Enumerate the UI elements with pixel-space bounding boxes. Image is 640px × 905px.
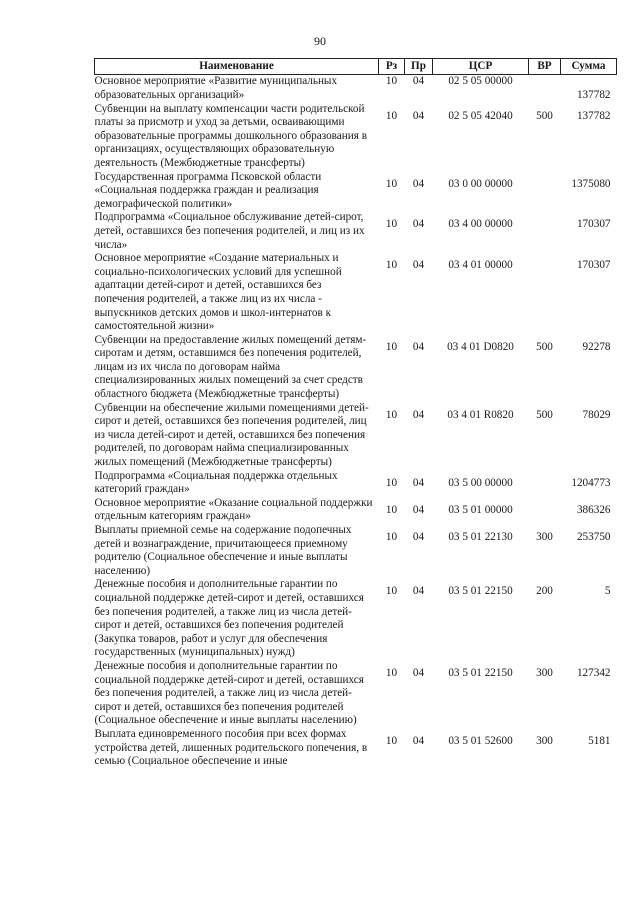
- row-name: Основное мероприятие «Развитие муниципальных образовательных организаций»: [94, 75, 338, 101]
- header-sum: Сумма: [561, 59, 617, 75]
- page-number: 90: [314, 34, 326, 48]
- table-row: [95, 524, 617, 578]
- header-name: Наименование: [95, 59, 379, 75]
- row-csr: 03 5 01 52600: [448, 734, 513, 747]
- row-rz: 10: [385, 531, 398, 543]
- row-pr: 04: [412, 75, 425, 87]
- table-header-row: [95, 59, 617, 75]
- row-rz: 10: [385, 666, 398, 679]
- table-row: [95, 211, 617, 252]
- row-pr: 04: [412, 177, 425, 190]
- row-vr: [529, 75, 561, 103]
- row-csr: 02 5 05 00000: [448, 75, 513, 87]
- row-name: Субвенции на предоставление жилых помещений детям-сиротам и детям, оставшимся без попечения родителей, лицам из их числа по договорам найма специализированных жилых помещений за счет средств областного бюджета (Межбюджетные трансферты): [94, 333, 367, 401]
- table-row: [95, 497, 617, 524]
- row-vr: 200: [536, 585, 553, 598]
- row-rz: 10: [385, 340, 398, 353]
- row-csr: 03 4 01 00000: [448, 259, 513, 272]
- row-rz: 10: [385, 177, 398, 190]
- row-vr: 500: [536, 340, 553, 353]
- row-sum: 5: [604, 585, 611, 598]
- header-vr: ВР: [529, 59, 561, 75]
- row-sum: 253750: [576, 531, 611, 543]
- row-rz: 10: [385, 218, 398, 231]
- row-rz: 10: [385, 408, 398, 421]
- row-pr: 04: [412, 476, 425, 489]
- row-sum: 170307: [576, 259, 611, 272]
- row-csr: 02 5 05 42040: [448, 109, 513, 122]
- row-sum: 137782: [576, 89, 611, 101]
- budget-table: [94, 58, 617, 775]
- table-row: [95, 252, 617, 334]
- row-vr: [529, 211, 561, 252]
- row-rz: 10: [385, 109, 398, 122]
- row-pr: 04: [412, 408, 425, 421]
- row-name: Государственная программа Псковской области «Социальная поддержка граждан и реализация демографической политики»: [94, 170, 322, 210]
- row-sum: 1375080: [571, 177, 611, 190]
- row-pr: 04: [412, 259, 425, 272]
- row-csr: 03 0 00 00000: [448, 177, 513, 190]
- table-row: [95, 334, 617, 402]
- row-vr: 500: [536, 109, 553, 122]
- table-row: [95, 402, 617, 470]
- row-rz: 10: [385, 734, 398, 747]
- row-pr: 04: [412, 734, 425, 747]
- row-sum: 127342: [576, 666, 611, 679]
- row-sum: 1204773: [571, 476, 611, 489]
- row-rz: 10: [385, 585, 398, 598]
- row-csr: 03 5 01 00000: [448, 503, 513, 516]
- row-csr: 03 5 01 22150: [448, 585, 513, 598]
- row-name: Денежные пособия и дополнительные гарантии по социальной поддержке детей-сирот и детей, оставшихся без попечения родителей, а также лиц из числа детей-сирот и детей, оставшихся без попечения родителей (Закупка товаров, работ и услуг для обеспечения государственных (муниципальных) нужд): [94, 578, 364, 659]
- row-name: Подпрограмма «Социальная поддержка отдельных категорий граждан»: [94, 469, 338, 496]
- table-row: [95, 578, 617, 660]
- row-csr: 03 4 01 D0820: [447, 340, 514, 353]
- row-name: Основное мероприятие «Оказание социальной поддержки отдельным категориям граждан»: [94, 496, 373, 523]
- row-sum: 386326: [576, 503, 611, 516]
- row-pr: 04: [412, 585, 425, 598]
- row-vr: [529, 470, 561, 497]
- header-csr: ЦСР: [433, 59, 529, 75]
- row-name: Подпрограмма «Социальное обслуживание детей-сирот, детей, оставшихся без попечения родителей, и лиц из их числа»: [94, 211, 365, 251]
- row-rz: 10: [385, 75, 398, 87]
- row-name: Выплаты приемной семье на содержание подопечных детей и вознаграждение, причитающееся приемному родителю (Социальное обеспечение и иные выплаты населению): [94, 524, 352, 577]
- row-csr: 03 4 01 R0820: [447, 408, 514, 421]
- row-pr: 04: [412, 218, 425, 231]
- row-vr: 300: [536, 666, 553, 679]
- row-vr: [529, 497, 561, 524]
- row-pr: 04: [412, 531, 425, 543]
- row-name: Субвенции на обеспечение жилыми помещениями детей-сирот и детей, оставшихся без попечения родителей, лиц из числа детей-сирот и детей, оставшихся без попечения родителей, по договорам найма специализированных жилых помещений (Межбюджетные трансферты): [94, 401, 369, 469]
- row-name: Выплата единовременного пособия при всех формах устройства детей, лишенных родительского попечения, в семью (Социальное обеспечение и иные: [94, 727, 368, 768]
- row-vr: 300: [536, 531, 553, 543]
- row-vr: 300: [536, 734, 553, 747]
- table-row: [95, 660, 617, 728]
- row-pr: 04: [412, 503, 425, 516]
- row-sum: 5181: [588, 734, 611, 747]
- row-vr: [529, 171, 561, 212]
- table-row: [95, 103, 617, 171]
- row-sum: 170307: [576, 218, 611, 231]
- row-name: Субвенции на выплату компенсации части родительской платы за присмотр и уход за детьми, осваивающими образовательные программы дошкольного образования в организациях, осуществляющих образовательную деятельность (Межбюджетные трансферты): [94, 102, 367, 169]
- header-rz: Рз: [379, 59, 405, 75]
- row-rz: 10: [385, 476, 398, 489]
- row-sum: 78029: [582, 408, 611, 421]
- table-row: [95, 75, 617, 103]
- row-rz: 10: [385, 503, 398, 516]
- table-row: [95, 728, 617, 775]
- row-vr: [529, 252, 561, 334]
- row-name: Основное мероприятие «Создание материальных и социально-психологических условий для успешной адаптации детей-сирот и детей, оставшихся без попечения родителей, а также лиц из их числа - выпускников детских домов и школ-интернатов к самостоятельной жизни»: [94, 252, 342, 333]
- header-pr: Пр: [405, 59, 433, 75]
- row-csr: 03 4 00 00000: [448, 218, 513, 231]
- row-csr: 03 5 01 22130: [448, 531, 513, 543]
- row-sum: 137782: [576, 109, 611, 122]
- row-csr: 03 5 00 00000: [448, 476, 513, 489]
- row-pr: 04: [412, 109, 425, 122]
- row-pr: 04: [412, 666, 425, 679]
- row-name: Денежные пособия и дополнительные гарантии по социальной поддержке детей-сирот и детей, оставшихся без попечения родителей, а также лиц из числа детей-сирот и детей, оставшихся без попечения родителей (Социальное обеспечение и иные выплаты населению): [94, 659, 364, 727]
- row-pr: 04: [412, 340, 425, 353]
- row-csr: 03 5 01 22150: [448, 666, 513, 679]
- table-row: [95, 470, 617, 497]
- table-row: [95, 171, 617, 212]
- row-sum: 92278: [582, 340, 611, 353]
- row-rz: 10: [385, 259, 398, 272]
- row-vr: 500: [536, 408, 553, 421]
